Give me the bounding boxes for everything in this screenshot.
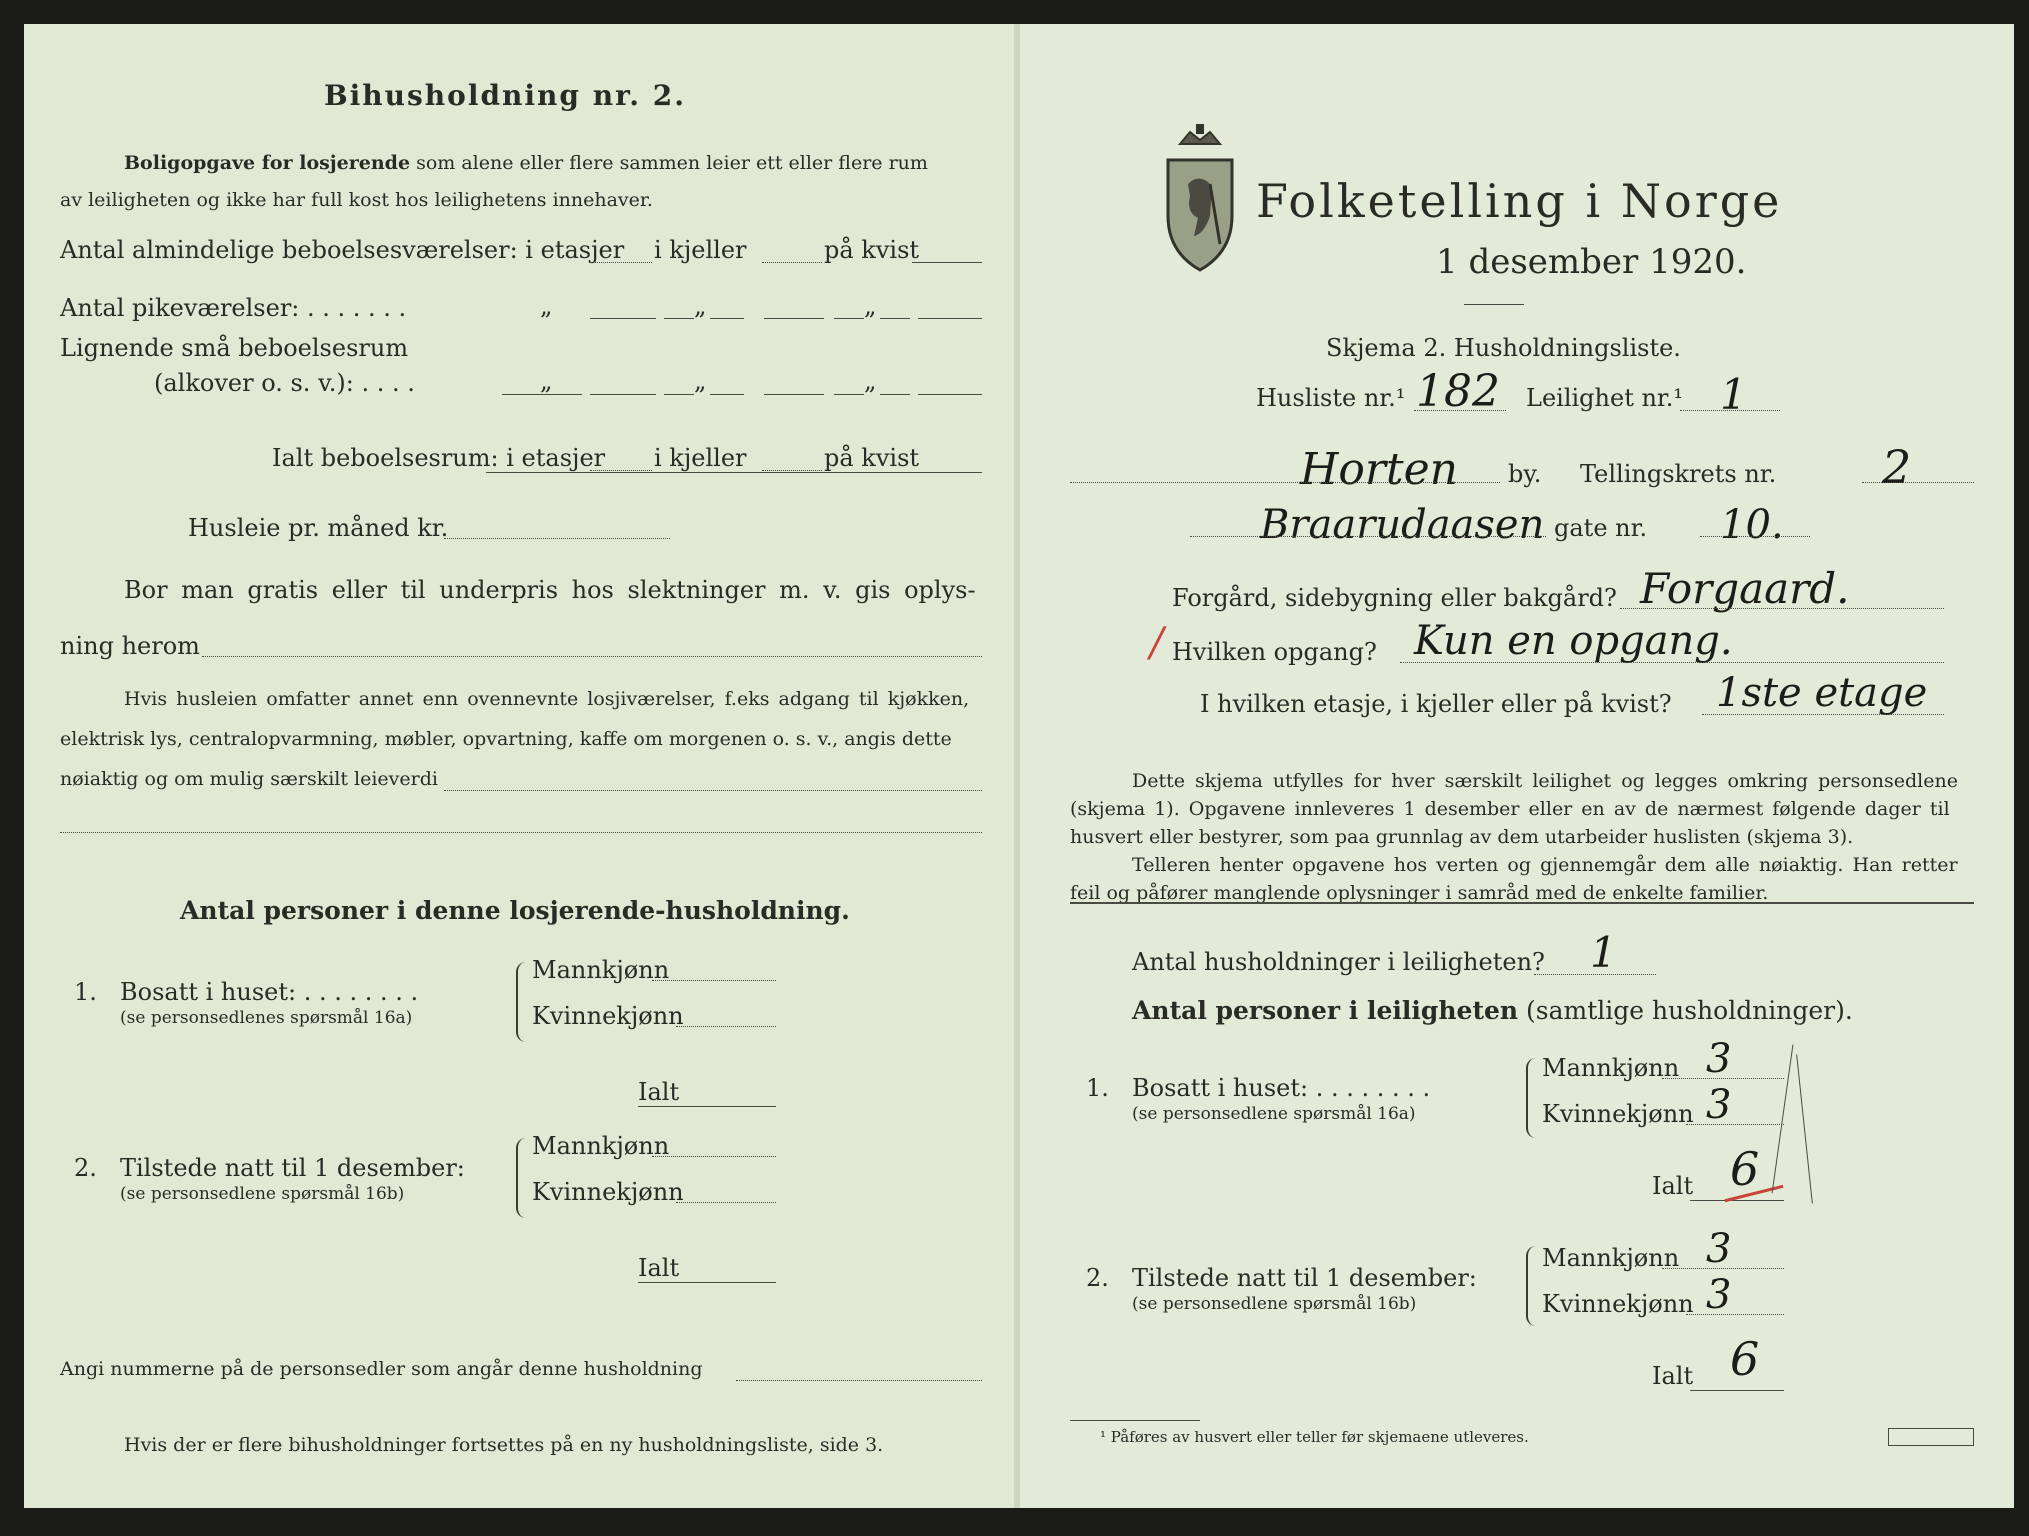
intro-rest: som alene eller flere sammen leier ett eller flere rum <box>416 152 928 174</box>
left-q2-mann-field[interactable] <box>652 1156 776 1157</box>
pike-kvist-field-2[interactable] <box>918 318 982 319</box>
left-q1-brace <box>516 962 528 1042</box>
lign-ditto: „ <box>540 367 553 395</box>
lign-ditto-2: „ <box>694 367 707 395</box>
ialt-rooms-underline <box>486 472 982 473</box>
hvis-line-3: nøiaktig og om mulig særskilt leieverdi <box>60 768 438 790</box>
right-q1-mann-field[interactable] <box>1662 1078 1784 1079</box>
right-q1-kvinne-label: Kvinnekjønn <box>1542 1100 1694 1128</box>
pike-ditto-3: „ <box>864 292 877 320</box>
info-line-1: Dette skjema utfylles for hver særskilt leilighet og legges omkring personsedlene <box>1132 770 1958 792</box>
lign-label-2: (alkover o. s. v.): . . . . <box>154 369 415 397</box>
left-q2-brace <box>516 1138 528 1218</box>
tellingskrets-value: 2 <box>1882 440 1912 494</box>
ialt-kjeller-field[interactable] <box>762 470 822 471</box>
pike-kvist-field[interactable] <box>880 318 910 319</box>
right-q1-ialt-field[interactable] <box>1690 1200 1784 1201</box>
lign-dash-2 <box>834 394 864 395</box>
left-q1-kvinne-field[interactable] <box>676 1026 776 1027</box>
tellingskrets-label: Tellingskrets nr. <box>1580 460 1777 488</box>
antal-hush-label: Antal husholdninger i leiligheten? <box>1132 948 1545 976</box>
lign-kvist-field-2[interactable] <box>918 394 982 395</box>
left-q1-num: 1. <box>74 978 97 1006</box>
leilighet-field[interactable] <box>1680 410 1780 411</box>
left-q1-sub: (se personsedlenes spørsmål 16a) <box>120 1008 413 1028</box>
printer-stamp <box>1888 1428 1974 1446</box>
gate-value: Braarudaasen <box>1260 502 1545 548</box>
pike-dash-1 <box>664 318 694 319</box>
pencil-tick-2 <box>1796 1054 1813 1203</box>
forgard-value: Forgaard. <box>1640 564 1850 613</box>
pike-kjeller-field-2[interactable] <box>764 318 824 319</box>
opgang-field[interactable] <box>1400 662 1944 663</box>
coat-of-arms-icon <box>1160 124 1240 274</box>
right-persons-heading-rest: (samtlige husholdninger). <box>1526 996 1853 1025</box>
red-check-mark: / <box>1150 620 1164 666</box>
antal-hush-value: 1 <box>1590 928 1617 977</box>
right-q2-ialt-field[interactable] <box>1690 1390 1784 1391</box>
forgard-field[interactable] <box>1620 608 1944 609</box>
by-field[interactable] <box>1070 482 1500 483</box>
title-divider <box>1464 304 1524 305</box>
info-line-4: Telleren henter opgavene hos verten og gjennemgår dem alle nøiaktig. Han retter <box>1132 854 1958 876</box>
etasje-label: I hvilken etasje, i kjeller eller på kvist? <box>1200 690 1672 718</box>
left-page <box>24 24 1014 1508</box>
ialt-kjeller-label: i kjeller <box>654 444 747 472</box>
opgang-label: Hvilken opgang? <box>1172 638 1377 666</box>
right-q1-ialt-value: 6 <box>1730 1142 1760 1196</box>
angi-label: Angi nummerne på de personsedler som angår denne husholdning <box>60 1358 703 1380</box>
bor-line-1: Bor man gratis eller til underpris hos slektninger m. v. gis oplys- <box>124 576 976 604</box>
right-q1-mann-value: 3 <box>1706 1036 1732 1082</box>
etasje-field[interactable] <box>1702 714 1944 715</box>
right-q2-sub: (se personsedlene spørsmål 16b) <box>1132 1294 1417 1314</box>
ialt-etasjer-field[interactable] <box>590 470 652 471</box>
rooms-kjeller-label: i kjeller <box>654 236 747 264</box>
right-q2-kvinne-field[interactable] <box>1686 1314 1784 1315</box>
ialt-rooms-label: Ialt beboelsesrum: i etasjer <box>272 444 606 472</box>
left-title: Bihusholdning nr. 2. <box>324 79 686 112</box>
right-q1-brace <box>1526 1058 1538 1138</box>
gate-field[interactable] <box>1190 536 1546 537</box>
bor-field[interactable] <box>202 656 982 657</box>
left-q2-kvinne-label: Kvinnekjønn <box>532 1178 684 1206</box>
by-label: by. <box>1508 460 1542 488</box>
info-divider <box>1070 902 1974 904</box>
left-q2-ialt-field[interactable] <box>638 1282 776 1283</box>
gate-label: gate nr. <box>1554 514 1648 542</box>
right-persons-heading-bold: Antal personer i leiligheten <box>1132 996 1519 1025</box>
bor-line-2: ning herom <box>60 632 200 660</box>
right-q1-kvinne-value: 3 <box>1706 1082 1732 1128</box>
husliste-field[interactable] <box>1414 410 1506 411</box>
intro-bold: Boligopgave for losjerende <box>124 152 411 174</box>
right-q1-sub: (se personsedlene spørsmål 16a) <box>1132 1104 1416 1124</box>
lign-kjeller-field[interactable] <box>710 394 744 395</box>
right-q2-ialt-value: 6 <box>1730 1332 1760 1386</box>
footnote-rule <box>1070 1420 1200 1421</box>
pencil-tick-1 <box>1772 1045 1794 1194</box>
tellingskrets-field[interactable] <box>1862 482 1974 483</box>
leilighet-label: Leilighet nr.¹ <box>1526 384 1684 412</box>
ialt-kvist-label: på kvist <box>824 444 920 472</box>
right-q2-mann-field[interactable] <box>1662 1268 1784 1269</box>
husleie-label: Husleie pr. måned kr. <box>188 514 449 542</box>
left-q1-mann-field[interactable] <box>652 980 776 981</box>
pike-kjeller-field[interactable] <box>710 318 744 319</box>
lign-ditto-3: „ <box>864 367 877 395</box>
left-q1-label: Bosatt i huset: . . . . . . . . <box>120 978 419 1006</box>
right-q1-ialt-label: Ialt <box>1652 1172 1694 1200</box>
pike-etasjer-field[interactable] <box>590 318 656 319</box>
right-q2-ialt-label: Ialt <box>1652 1362 1694 1390</box>
rooms-etasjer-field[interactable] <box>590 262 652 263</box>
right-q1-kvinne-field[interactable] <box>1686 1124 1784 1125</box>
lign-kjeller-field-2[interactable] <box>764 394 824 395</box>
info-line-3: husvert eller bestyrer, som paa grunnlag av dem utarbeider huslisten (skjema 3). <box>1070 826 1854 848</box>
left-q1-kvinne-label: Kvinnekjønn <box>532 1002 684 1030</box>
info-line-2: (skjema 1). Opgavene innleveres 1 desember eller en av de nærmest følgende dager til <box>1070 798 1950 820</box>
lign-dash-1 <box>664 394 694 395</box>
husliste-value: 182 <box>1416 366 1500 417</box>
right-q2-num: 2. <box>1086 1264 1109 1292</box>
left-q2-num: 2. <box>74 1154 97 1182</box>
rooms-kvist-label: på kvist <box>824 236 920 264</box>
left-q2-label: Tilstede natt til 1 desember: <box>120 1154 465 1182</box>
right-q2-kvinne-value: 3 <box>1706 1272 1732 1318</box>
left-persons-heading: Antal personer i denne losjerende-husholdning. <box>180 896 850 925</box>
info-line-5: feil og påfører manglende oplysninger i samråd med de enkelte familier. <box>1070 882 1769 904</box>
pike-dash-2 <box>834 318 864 319</box>
gate-nr-value: 10. <box>1720 502 1784 548</box>
right-q1-label: Bosatt i huset: . . . . . . . . <box>1132 1074 1431 1102</box>
angi-field[interactable] <box>736 1380 982 1381</box>
rooms-label: Antal almindelige beboelsesværelser: i etasjer <box>60 236 625 264</box>
right-q2-brace <box>1526 1246 1538 1326</box>
gate-nr-field[interactable] <box>1700 536 1810 537</box>
leieverdi-field-2[interactable] <box>60 832 982 833</box>
right-q1-num: 1. <box>1086 1074 1109 1102</box>
leieverdi-field[interactable] <box>444 790 982 791</box>
skjema-label: Skjema 2. Husholdningsliste. <box>1326 334 1681 362</box>
husliste-label: Husliste nr.¹ <box>1256 384 1406 412</box>
census-form-sheet <box>24 24 2014 1508</box>
lign-label-1: Lignende små beboelsesrum <box>60 334 409 362</box>
census-date: 1 desember 1920. <box>1436 242 1747 282</box>
left-q2-kvinne-field[interactable] <box>676 1202 776 1203</box>
pike-label: Antal pikeværelser: . . . . . . . <box>60 294 407 322</box>
hvis-line-1: Hvis husleien omfatter annet enn ovennevnte losjiværelser, f.eks adgang til kjøkken, <box>124 688 970 710</box>
leilighet-value: 1 <box>1720 370 1747 419</box>
etasje-value: 1ste etage <box>1716 670 1928 716</box>
left-q1-mann-label: Mannkjønn <box>532 956 670 984</box>
left-q2-ialt-label: Ialt <box>638 1254 680 1282</box>
right-q1-mann-label: Mannkjønn <box>1542 1054 1680 1082</box>
right-page <box>1020 24 2014 1508</box>
left-footer: Hvis der er flere bihusholdninger fortsettes på en ny husholdningsliste, side 3. <box>124 1434 884 1456</box>
left-q1-ialt-label: Ialt <box>638 1078 680 1106</box>
right-q2-label: Tilstede natt til 1 desember: <box>1132 1264 1477 1292</box>
right-q2-mann-label: Mannkjønn <box>1542 1244 1680 1272</box>
opgang-value: Kun en opgang. <box>1414 618 1733 664</box>
lign-etasjer-field[interactable] <box>590 394 656 395</box>
left-q1-ialt-field[interactable] <box>638 1106 776 1107</box>
pike-ditto-2: „ <box>694 292 707 320</box>
pike-ditto: „ <box>540 292 553 320</box>
rooms-kjeller-field[interactable] <box>762 262 822 263</box>
right-q2-kvinne-label: Kvinnekjønn <box>1542 1290 1694 1318</box>
by-value: Horten <box>1300 444 1458 495</box>
right-q2-mann-value: 3 <box>1706 1226 1732 1272</box>
footnote: ¹ Påføres av husvert eller teller før skjemaene utleveres. <box>1100 1428 1529 1446</box>
intro-line2: av leiligheten og ikke har full kost hos leilighetens innehaver. <box>60 189 653 211</box>
left-q2-sub: (se personsedlene spørsmål 16b) <box>120 1184 405 1204</box>
lign-line-0 <box>502 394 582 395</box>
antal-hush-field[interactable] <box>1534 974 1656 975</box>
rooms-kvist-field[interactable] <box>912 262 982 263</box>
forgard-label: Forgård, sidebygning eller bakgård? <box>1172 584 1617 612</box>
lign-kvist-field[interactable] <box>880 394 910 395</box>
right-title: Folketelling i Norge <box>1256 174 1783 228</box>
husleie-field[interactable] <box>444 538 670 539</box>
hvis-line-2: elektrisk lys, centralopvarmning, møbler, opvartning, kaffe om morgenen o. s. v., angis dette <box>60 728 952 750</box>
left-q2-mann-label: Mannkjønn <box>532 1132 670 1160</box>
